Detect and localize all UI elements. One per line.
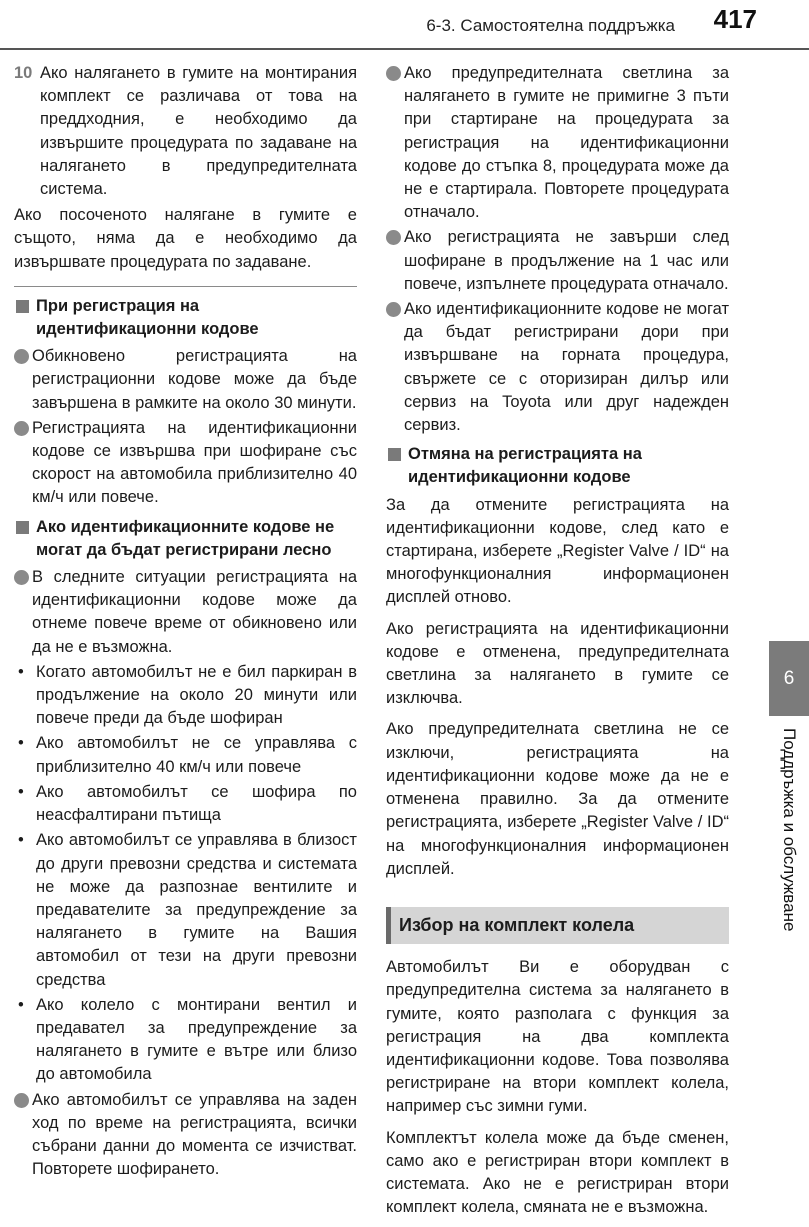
bullet-text: Ако автомобилът се управлява на заден ход по време на регистрацията, всички събрани данни до момента се изчистват. Повторете шофирането.	[32, 1090, 357, 1179]
sub-list-text: Когато автомобилът не е бил паркиран в продължение на около 20 минути или повече преди да бъде шофиран	[36, 662, 357, 728]
numbered-step	[14, 62, 357, 201]
dot-marker-icon: •	[18, 995, 24, 1014]
bullet-text: Обикновено регистрацията на регистрационни кодове може да бъде завършена в рамките на около 30 минути.	[32, 347, 357, 412]
sub-list-item	[14, 994, 357, 1087]
section-title-bar: Избор на комплект колела	[386, 907, 729, 944]
sub-list-text: Ако автомобилът се управлява в близост до други превозни средства и системата не може да разпознае вентилите и предавателите за предупреждение за налягането в гумите на Вашия автомобил от тези на други превозни средства	[36, 831, 357, 989]
bullet-text: Регистрацията на идентификационни кодове се извършва при шофиране със скорост на автомобила приблизително 40 км/ч или повече.	[32, 418, 357, 507]
step-text: Ако налягането в гумите на монтирания комплект се различава от това на преддходния, е необходимо да извършите процедурата по задаване на налягането в предупредителната система.	[40, 64, 357, 199]
paragraph: Автомобилът Ви е оборудван с предупредителна система за налягането в гумите, която разполага с функция за регистрация на два комплекта идентификационни кодове. Това позволява регистриране на втори комплект колела, например със зимни гуми.	[386, 958, 729, 1116]
square-marker-icon	[16, 300, 29, 313]
paragraph: Ако регистрацията на идентификационни кодове е отменена, предупредителната светлина за налягането в гумите се изключва.	[386, 619, 729, 708]
bullet-item	[14, 1089, 357, 1182]
paragraph: За да отмените регистрацията на идентификационни кодове, след като е стартирана, изберете „Register Valve / ID“ на многофункционалния информационен дисплей отново.	[386, 495, 729, 607]
sub-list-item	[14, 732, 357, 778]
bullet-item	[386, 62, 729, 224]
step-number: 10	[14, 64, 33, 82]
bullet-item	[14, 566, 357, 659]
paragraph: Ако предупредителната светлина не се изключи, регистрацията на идентификационни кодове може да не е отменена правилно. За да отмените регистрацията, изберете „Register Valve / ID“ на многофункционалния информационен дисплей.	[386, 720, 729, 878]
paragraph: Ако посоченото налягане в гумите е същото, няма да е необходимо да извършвате процедурата по задаване.	[14, 206, 357, 271]
sub-list-item	[14, 781, 357, 827]
section-heading-text: При регистрация на идентификационни кодове	[36, 296, 259, 339]
bullet-text: Ако регистрацията не завърши след шофиране в продължение на 1 час или повече, изпълнете процедурата отначало.	[404, 228, 729, 293]
page-number: 417	[713, 4, 757, 34]
bullet-text: Ако предупредителната светлина за налягането в гумите не примигне 3 пъти при стартиране на процедурата за регистрация на идентификационни кодове до стъпка 8, процедурата може да не е стартирала. Повторете процедурата отначало.	[404, 64, 729, 222]
circle-bullet-icon	[14, 349, 29, 364]
sub-list-text: Ако колело с монтирани вентил и предавател за предупреждение за налягането в гумите е вътре или близо до автомобила	[36, 995, 357, 1084]
sub-list-text: Ако автомобилът не се управлява с приблизително 40 км/ч или повече	[36, 734, 357, 776]
header-divider	[0, 48, 809, 50]
chapter-tab: 6	[769, 641, 809, 716]
chapter-tab-label: Поддръжка и обслужване	[780, 728, 799, 932]
section-heading-text: Ако идентификационните кодове не могат да бъдат регистрирани лесно	[36, 517, 335, 559]
dot-marker-icon: •	[18, 662, 24, 681]
circle-bullet-icon	[386, 230, 401, 245]
chapter-title: 6-3. Самостоятелна поддръжка	[426, 16, 675, 35]
sub-list-item	[14, 829, 357, 991]
bullet-text: В следните ситуации регистрацията на идентификационни кодове може да отнеме повече време от обикновено или да не е възможна.	[32, 568, 357, 656]
sub-list-text: Ако автомобилът се шофира по неасфалтирани пътища	[36, 782, 357, 825]
circle-bullet-icon	[14, 570, 29, 585]
bullet-item	[14, 417, 357, 510]
square-marker-icon	[16, 521, 29, 534]
circle-bullet-icon	[14, 1093, 29, 1108]
bullet-item	[14, 345, 357, 415]
bullet-item	[386, 226, 729, 296]
section-divider	[14, 286, 357, 287]
circle-bullet-icon	[386, 66, 401, 81]
dot-marker-icon: •	[18, 831, 24, 850]
section-heading	[14, 516, 357, 562]
circle-bullet-icon	[14, 421, 29, 436]
circle-bullet-icon	[386, 302, 401, 317]
section-heading	[386, 443, 729, 489]
dot-marker-icon: •	[18, 734, 24, 753]
section-heading-text: Отмяна на регистрацията на идентификационни кодове	[408, 445, 642, 487]
square-marker-icon	[388, 448, 401, 461]
right-column	[386, 62, 729, 1227]
sub-list-item	[14, 661, 357, 731]
left-column	[14, 62, 357, 1183]
bullet-item	[386, 298, 729, 437]
section-heading	[14, 295, 357, 341]
bullet-text: Ако идентификационните кодове не могат да бъдат регистрирани дори при извършване на горната процедура, свържете се с оторизиран дилър или сервиз на Toyota или друг надежден сервиз.	[404, 300, 729, 435]
dot-marker-icon: •	[18, 782, 24, 801]
paragraph: Комплектът колела може да бъде сменен, само ако е регистриран втори комплект в системата. Ако не е регистриран втори комплект колела, смяната не е възможна.	[386, 1128, 729, 1217]
